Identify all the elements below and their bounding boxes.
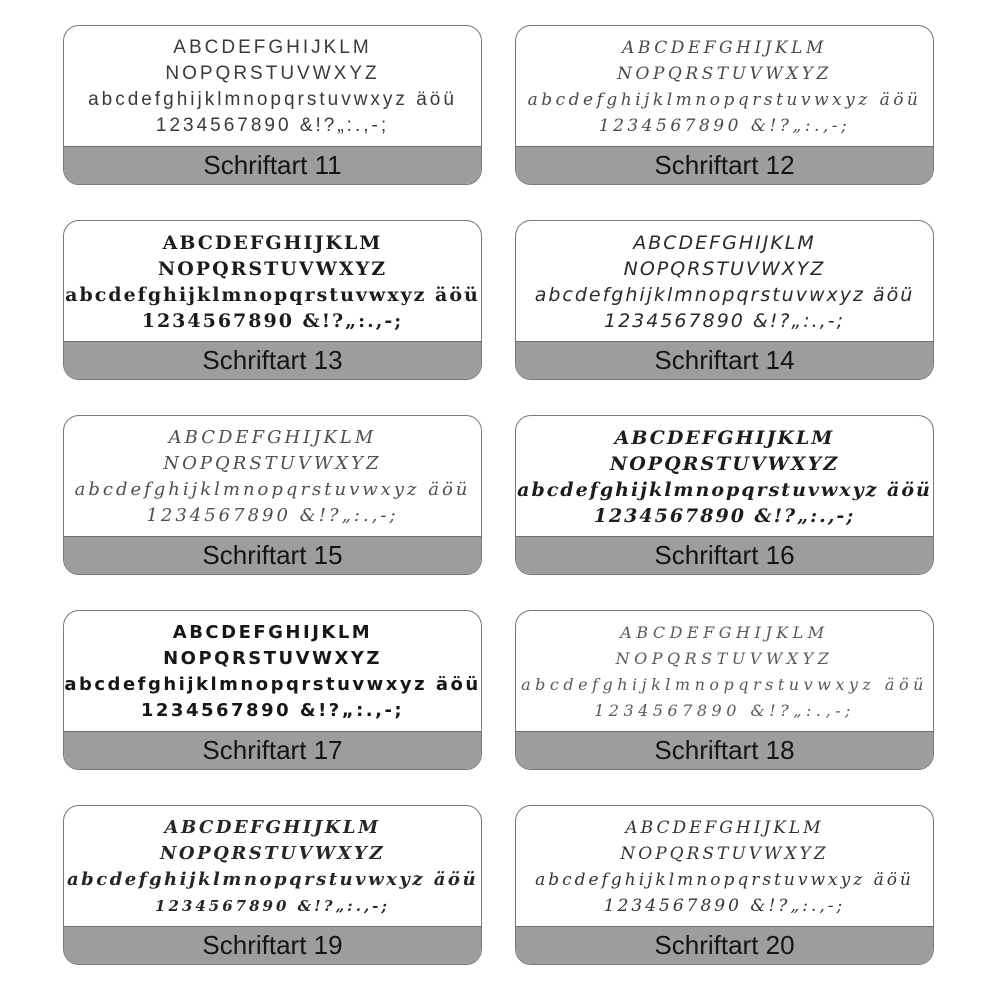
font-label: Schriftart 18 xyxy=(654,735,795,765)
specimen-uppercase-2: NOPQRSTUVWXYZ xyxy=(615,649,834,668)
font-specimen-17 xyxy=(64,611,481,731)
font-label-bar-15 xyxy=(64,536,481,574)
font-label-bar-17 xyxy=(64,731,481,769)
specimen-uppercase-2: NOPQRSTUVWXYZ xyxy=(165,63,380,84)
specimen-uppercase-2: NOPQRSTUVWXYZ xyxy=(163,648,382,669)
font-label: Schriftart 20 xyxy=(654,930,795,960)
font-card-15[interactable] xyxy=(63,415,482,575)
font-card-14[interactable] xyxy=(515,220,934,380)
font-specimen-13 xyxy=(64,221,481,341)
specimen-numerals: 1234567890 &!?„:.,-; xyxy=(603,896,846,916)
specimen-numerals: 1234567890 &!?„:.,-; xyxy=(593,505,856,527)
font-label-bar-14 xyxy=(516,341,933,379)
specimen-uppercase-1: ABCDEFGHIJKLM xyxy=(162,232,383,254)
font-label: Schriftart 14 xyxy=(654,345,795,375)
font-specimen-20 xyxy=(516,806,933,926)
specimen-lowercase: abcdefghijklmnopqrstuvwxyz äöü xyxy=(64,674,481,695)
specimen-numerals: 1234567890 &!?„:.,-; xyxy=(140,700,405,721)
font-label-bar-12 xyxy=(516,146,933,184)
specimen-uppercase-1: ABCDEFGHIJKLM xyxy=(625,818,824,838)
font-card-17[interactable] xyxy=(63,610,482,770)
specimen-uppercase-1: ABCDEFGHIJKLM xyxy=(620,623,829,642)
font-label: Schriftart 11 xyxy=(203,150,342,180)
specimen-uppercase-2: NOPQRSTUVWXYZ xyxy=(617,64,832,84)
font-card-20[interactable] xyxy=(515,805,934,965)
font-label-bar-20 xyxy=(516,926,933,964)
specimen-uppercase-1: ABCDEFGHIJKLM xyxy=(614,427,835,449)
specimen-uppercase-1: ABCDEFGHIJKLM xyxy=(168,427,377,448)
specimen-uppercase-1: ABCDEFGHIJKLM xyxy=(173,37,372,58)
specimen-lowercase: abcdefghijklmnopqrstuvwxyz äöü xyxy=(517,479,932,501)
specimen-numerals: 1234567890 &!?„:.,-; xyxy=(155,115,390,136)
font-card-18[interactable] xyxy=(515,610,934,770)
font-specimen-18 xyxy=(516,611,933,731)
font-specimen-12 xyxy=(516,26,933,146)
specimen-numerals: 1234567890 &!?„:.,-; xyxy=(155,897,390,915)
specimen-lowercase: abcdefghijklmnopqrstuvwxyz äöü xyxy=(535,870,914,890)
font-specimen-14 xyxy=(516,221,933,341)
specimen-numerals: 1234567890 &!?„:.,-; xyxy=(598,116,851,136)
font-specimen-16 xyxy=(516,416,933,536)
specimen-uppercase-2: NOPQRSTUVWXYZ xyxy=(623,258,826,280)
specimen-uppercase-1: ABCDEFGHIJKLM xyxy=(172,622,373,643)
font-label: Schriftart 13 xyxy=(202,345,343,375)
font-specimen-15 xyxy=(64,416,481,536)
specimen-numerals: 1234567890 &!?„:.,-; xyxy=(146,505,399,526)
specimen-uppercase-2: NOPQRSTUVWXYZ xyxy=(163,453,382,474)
font-label: Schriftart 12 xyxy=(654,150,795,180)
specimen-lowercase: abcdefghijklmnopqrstuvwxyz äöü xyxy=(534,284,915,306)
font-card-16[interactable] xyxy=(515,415,934,575)
specimen-lowercase: abcdefghijklmnopqrstuvwxyz äöü xyxy=(74,479,471,500)
font-label-bar-18 xyxy=(516,731,933,769)
specimen-lowercase: abcdefghijklmnopqrstuvwxyz äöü xyxy=(66,869,479,890)
specimen-numerals: 1234567890 &!?„:.,-; xyxy=(594,701,855,720)
font-label-bar-11 xyxy=(64,146,481,184)
font-specimen-11 xyxy=(64,26,481,146)
specimen-numerals: 1234567890 &!?„:.,-; xyxy=(603,310,846,332)
specimen-uppercase-1: ABCDEFGHIJKLM xyxy=(622,38,827,58)
specimen-lowercase: abcdefghijklmnopqrstuvwxyz äöü xyxy=(521,675,928,694)
specimen-uppercase-2: NOPQRSTUVWXYZ xyxy=(157,258,388,280)
font-card-19[interactable] xyxy=(63,805,482,965)
font-specimen-19 xyxy=(64,806,481,926)
specimen-lowercase: abcdefghijklmnopqrstuvwxyz äöü xyxy=(527,90,922,110)
specimen-lowercase: abcdefghijklmnopqrstuvwxyz äöü xyxy=(65,284,480,306)
font-card-12[interactable] xyxy=(515,25,934,185)
font-card-11[interactable] xyxy=(63,25,482,185)
specimen-uppercase-2: NOPQRSTUVWXYZ xyxy=(620,844,829,864)
font-label-bar-13 xyxy=(64,341,481,379)
font-label-bar-16 xyxy=(516,536,933,574)
font-label: Schriftart 15 xyxy=(202,540,343,570)
specimen-uppercase-2: NOPQRSTUVWXYZ xyxy=(609,453,840,475)
font-label: Schriftart 19 xyxy=(202,930,343,960)
font-label-bar-19 xyxy=(64,926,481,964)
specimen-uppercase-2: NOPQRSTUVWXYZ xyxy=(159,843,386,864)
font-label: Schriftart 17 xyxy=(202,735,343,765)
specimen-lowercase: abcdefghijklmnopqrstuvwxyz äöü xyxy=(88,89,457,110)
specimen-uppercase-1: ABCDEFGHIJKLM xyxy=(164,817,381,838)
font-label: Schriftart 16 xyxy=(654,540,795,570)
specimen-numerals: 1234567890 &!?„:.,-; xyxy=(141,310,404,332)
font-card-13[interactable] xyxy=(63,220,482,380)
specimen-uppercase-1: ABCDEFGHIJKLM xyxy=(633,232,816,254)
